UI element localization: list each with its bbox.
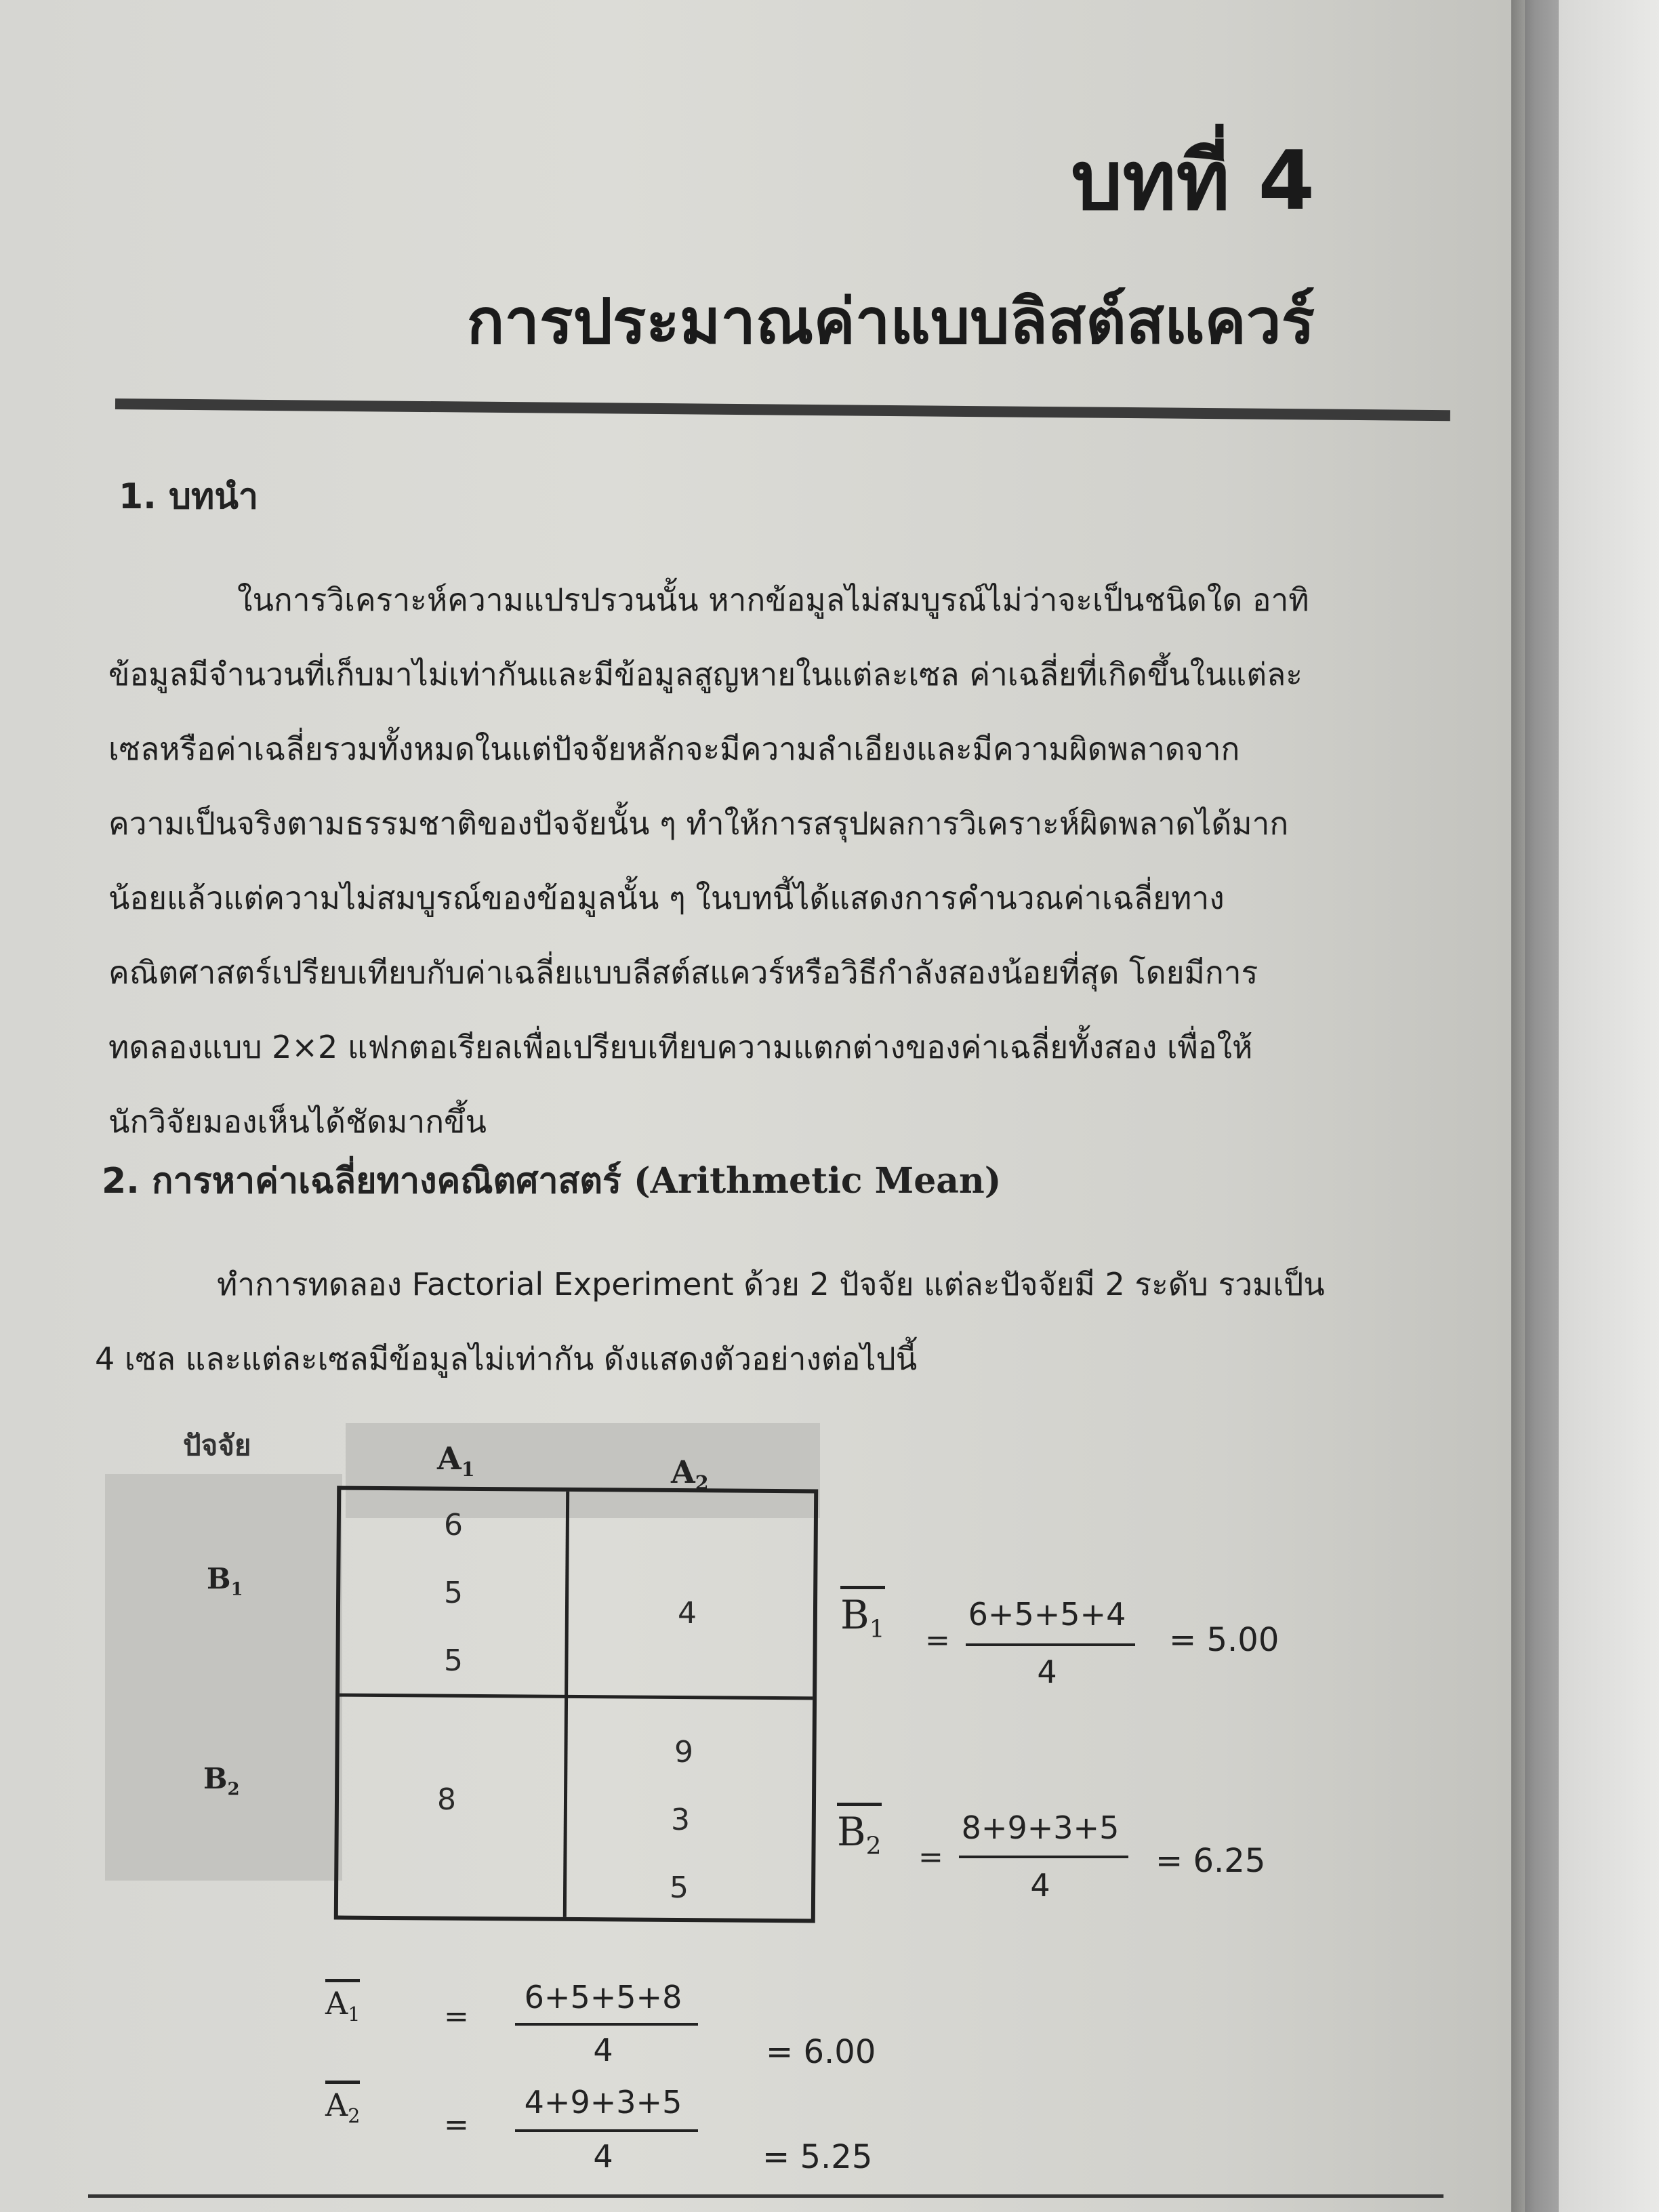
result: = 5.25 bbox=[762, 2138, 873, 2176]
equals-sign: = bbox=[918, 1840, 943, 1875]
body-line: ข้อมูลมีจำนวนที่เก็บมาไม่เท่ากันและมีข้อมูลสูญหายในแต่ละเซล ค่าเฉลี่ยที่เกิดขึ้นในแต่ละ bbox=[108, 656, 1303, 693]
denominator: 4 bbox=[593, 2032, 613, 2068]
data-table-grid bbox=[334, 1486, 818, 1923]
body-line: ในการวิเคราะห์ความแปรปรวนนั้น หากข้อมูลไม่สมบูรณ์ไม่ว่าจะเป็นชนิดใด อาทิ bbox=[237, 581, 1309, 618]
section-2-heading bbox=[102, 1152, 1001, 1208]
column-header-a1 bbox=[437, 1440, 475, 1481]
column-header-subscript: 1 bbox=[461, 1458, 475, 1481]
formula-b1-mean bbox=[840, 1586, 1315, 1708]
cell-b2a2-value: 5 bbox=[670, 1870, 689, 1905]
cell-b1a2-value: 4 bbox=[678, 1596, 697, 1631]
mean-variable: A bbox=[325, 1985, 348, 2022]
denominator: 4 bbox=[593, 2138, 613, 2175]
grid-vertical-line bbox=[563, 1492, 569, 1917]
formula-b2-mean bbox=[837, 1803, 1311, 1925]
row-header-b2 bbox=[203, 1762, 240, 1799]
section-1-body bbox=[108, 562, 1309, 1159]
cell-b1a1-value: 5 bbox=[444, 1643, 463, 1678]
result: = 6.00 bbox=[766, 2033, 876, 2071]
chapter-title: การประมาณค่าแบบลิสต์สแควร์ bbox=[466, 285, 1315, 358]
numerator: 4+9+3+5 bbox=[524, 2084, 682, 2121]
mean-subscript: 1 bbox=[869, 1615, 885, 1643]
equals-sign: = bbox=[925, 1623, 950, 1658]
factor-label: ปัจจัย bbox=[183, 1429, 251, 1462]
mean-variable: B bbox=[840, 1592, 869, 1638]
column-header-subscript: 2 bbox=[695, 1471, 709, 1495]
numerator: 6+5+5+4 bbox=[968, 1596, 1126, 1633]
row-header-band bbox=[105, 1474, 342, 1881]
formula-a2-mean bbox=[319, 2081, 928, 2196]
cell-b2a2-value: 9 bbox=[674, 1735, 693, 1769]
column-header-letter: A bbox=[437, 1440, 462, 1477]
row-header-subscript: 1 bbox=[230, 1579, 243, 1600]
body-line: คณิตศาสตร์เปรียบเทียบกับค่าเฉลี่ยแบบลีสต์สแควร์หรือวิธีกำลังสองน้อยที่สุด โดยมีการ bbox=[108, 954, 1258, 991]
row-header-letter: B bbox=[203, 1762, 228, 1795]
result: = 6.25 bbox=[1155, 1842, 1266, 1880]
mean-subscript: 2 bbox=[865, 1832, 882, 1860]
mean-variable: B bbox=[837, 1809, 866, 1855]
body-line: 4 เซล และแต่ละเซลมีข้อมูลไม่เท่ากัน ดังแสดงตัวอย่างต่อไปนี้ bbox=[95, 1340, 918, 1377]
mean-symbol bbox=[325, 1979, 360, 2026]
cell-b1a1-value: 6 bbox=[444, 1508, 463, 1542]
mean-subscript: 1 bbox=[348, 2003, 361, 2026]
section-2-heading-english: (Arithmetic Mean) bbox=[621, 1160, 1002, 1202]
body-line: เซลหรือค่าเฉลี่ยรวมทั้งหมดในแต่ปัจจัยหลักจะมีความลำเอียงและมีความผิดพลาดจาก bbox=[108, 731, 1240, 767]
background-surface bbox=[1559, 0, 1659, 2212]
cell-b2a1-value: 8 bbox=[437, 1782, 456, 1817]
equals-sign: = bbox=[444, 1999, 469, 2034]
row-header-b1 bbox=[207, 1562, 243, 1599]
fraction-bar bbox=[959, 1856, 1128, 1858]
numerator: 6+5+5+8 bbox=[524, 1979, 682, 2015]
body-line: ความเป็นจริงตามธรรมชาติของปัจจัยนั้น ๆ ทำให้การสรุปผลการวิเคราะห์ผิดพลาดได้มาก bbox=[108, 805, 1289, 842]
section-2-body bbox=[95, 1247, 1325, 1396]
cell-b1a1-value: 5 bbox=[444, 1576, 463, 1610]
mean-subscript: 2 bbox=[348, 2105, 361, 2128]
row-header-subscript: 2 bbox=[227, 1779, 240, 1800]
equals-sign: = bbox=[444, 2108, 469, 2142]
body-line: ทำการทดลอง Factorial Experiment ด้วย 2 ปัจจัย แต่ละปัจจัยมี 2 ระดับ รวมเป็น bbox=[217, 1266, 1325, 1303]
body-line: ทดลองแบบ 2×2 แฟกตอเรียลเพื่อเปรียบเทียบความแตกต่างของค่าเฉลี่ยทั้งสอง เพื่อให้ bbox=[108, 1029, 1253, 1065]
chapter-number: บทที่ 4 bbox=[1071, 134, 1315, 228]
mean-symbol bbox=[325, 2081, 360, 2127]
row-header-letter: B bbox=[207, 1562, 231, 1595]
fraction-bar bbox=[515, 2129, 698, 2132]
mean-symbol bbox=[837, 1803, 882, 1860]
body-line: นักวิจัยมองเห็นได้ชัดมากขึ้น bbox=[108, 1103, 487, 1140]
mean-variable: A bbox=[325, 2087, 348, 2123]
body-line: น้อยแล้วแต่ความไม่สมบูรณ์ของข้อมูลนั้น ๆ ในบทนี้ได้แสดงการคำนวณค่าเฉลี่ยทาง bbox=[108, 880, 1225, 916]
column-header-letter: A bbox=[671, 1454, 695, 1490]
page-edge-shadow bbox=[1511, 0, 1559, 2212]
cell-b2a2-value: 3 bbox=[671, 1803, 690, 1837]
formula-a1-mean bbox=[319, 1979, 928, 2087]
section-2-heading-thai: 2. การหาค่าเฉลี่ยทางคณิตศาสตร์ bbox=[102, 1161, 621, 1202]
fraction-bar bbox=[515, 2023, 698, 2026]
chapter-divider bbox=[115, 398, 1450, 421]
bottom-divider bbox=[88, 2194, 1443, 2198]
result: = 5.00 bbox=[1169, 1621, 1279, 1659]
fraction-bar bbox=[966, 1643, 1135, 1646]
denominator: 4 bbox=[1030, 1867, 1050, 1904]
mean-symbol bbox=[840, 1586, 885, 1643]
numerator: 8+9+3+5 bbox=[961, 1809, 1120, 1846]
section-1-heading: 1. บทนำ bbox=[119, 476, 259, 517]
denominator: 4 bbox=[1037, 1654, 1057, 1690]
grid-horizontal-line bbox=[340, 1694, 813, 1700]
